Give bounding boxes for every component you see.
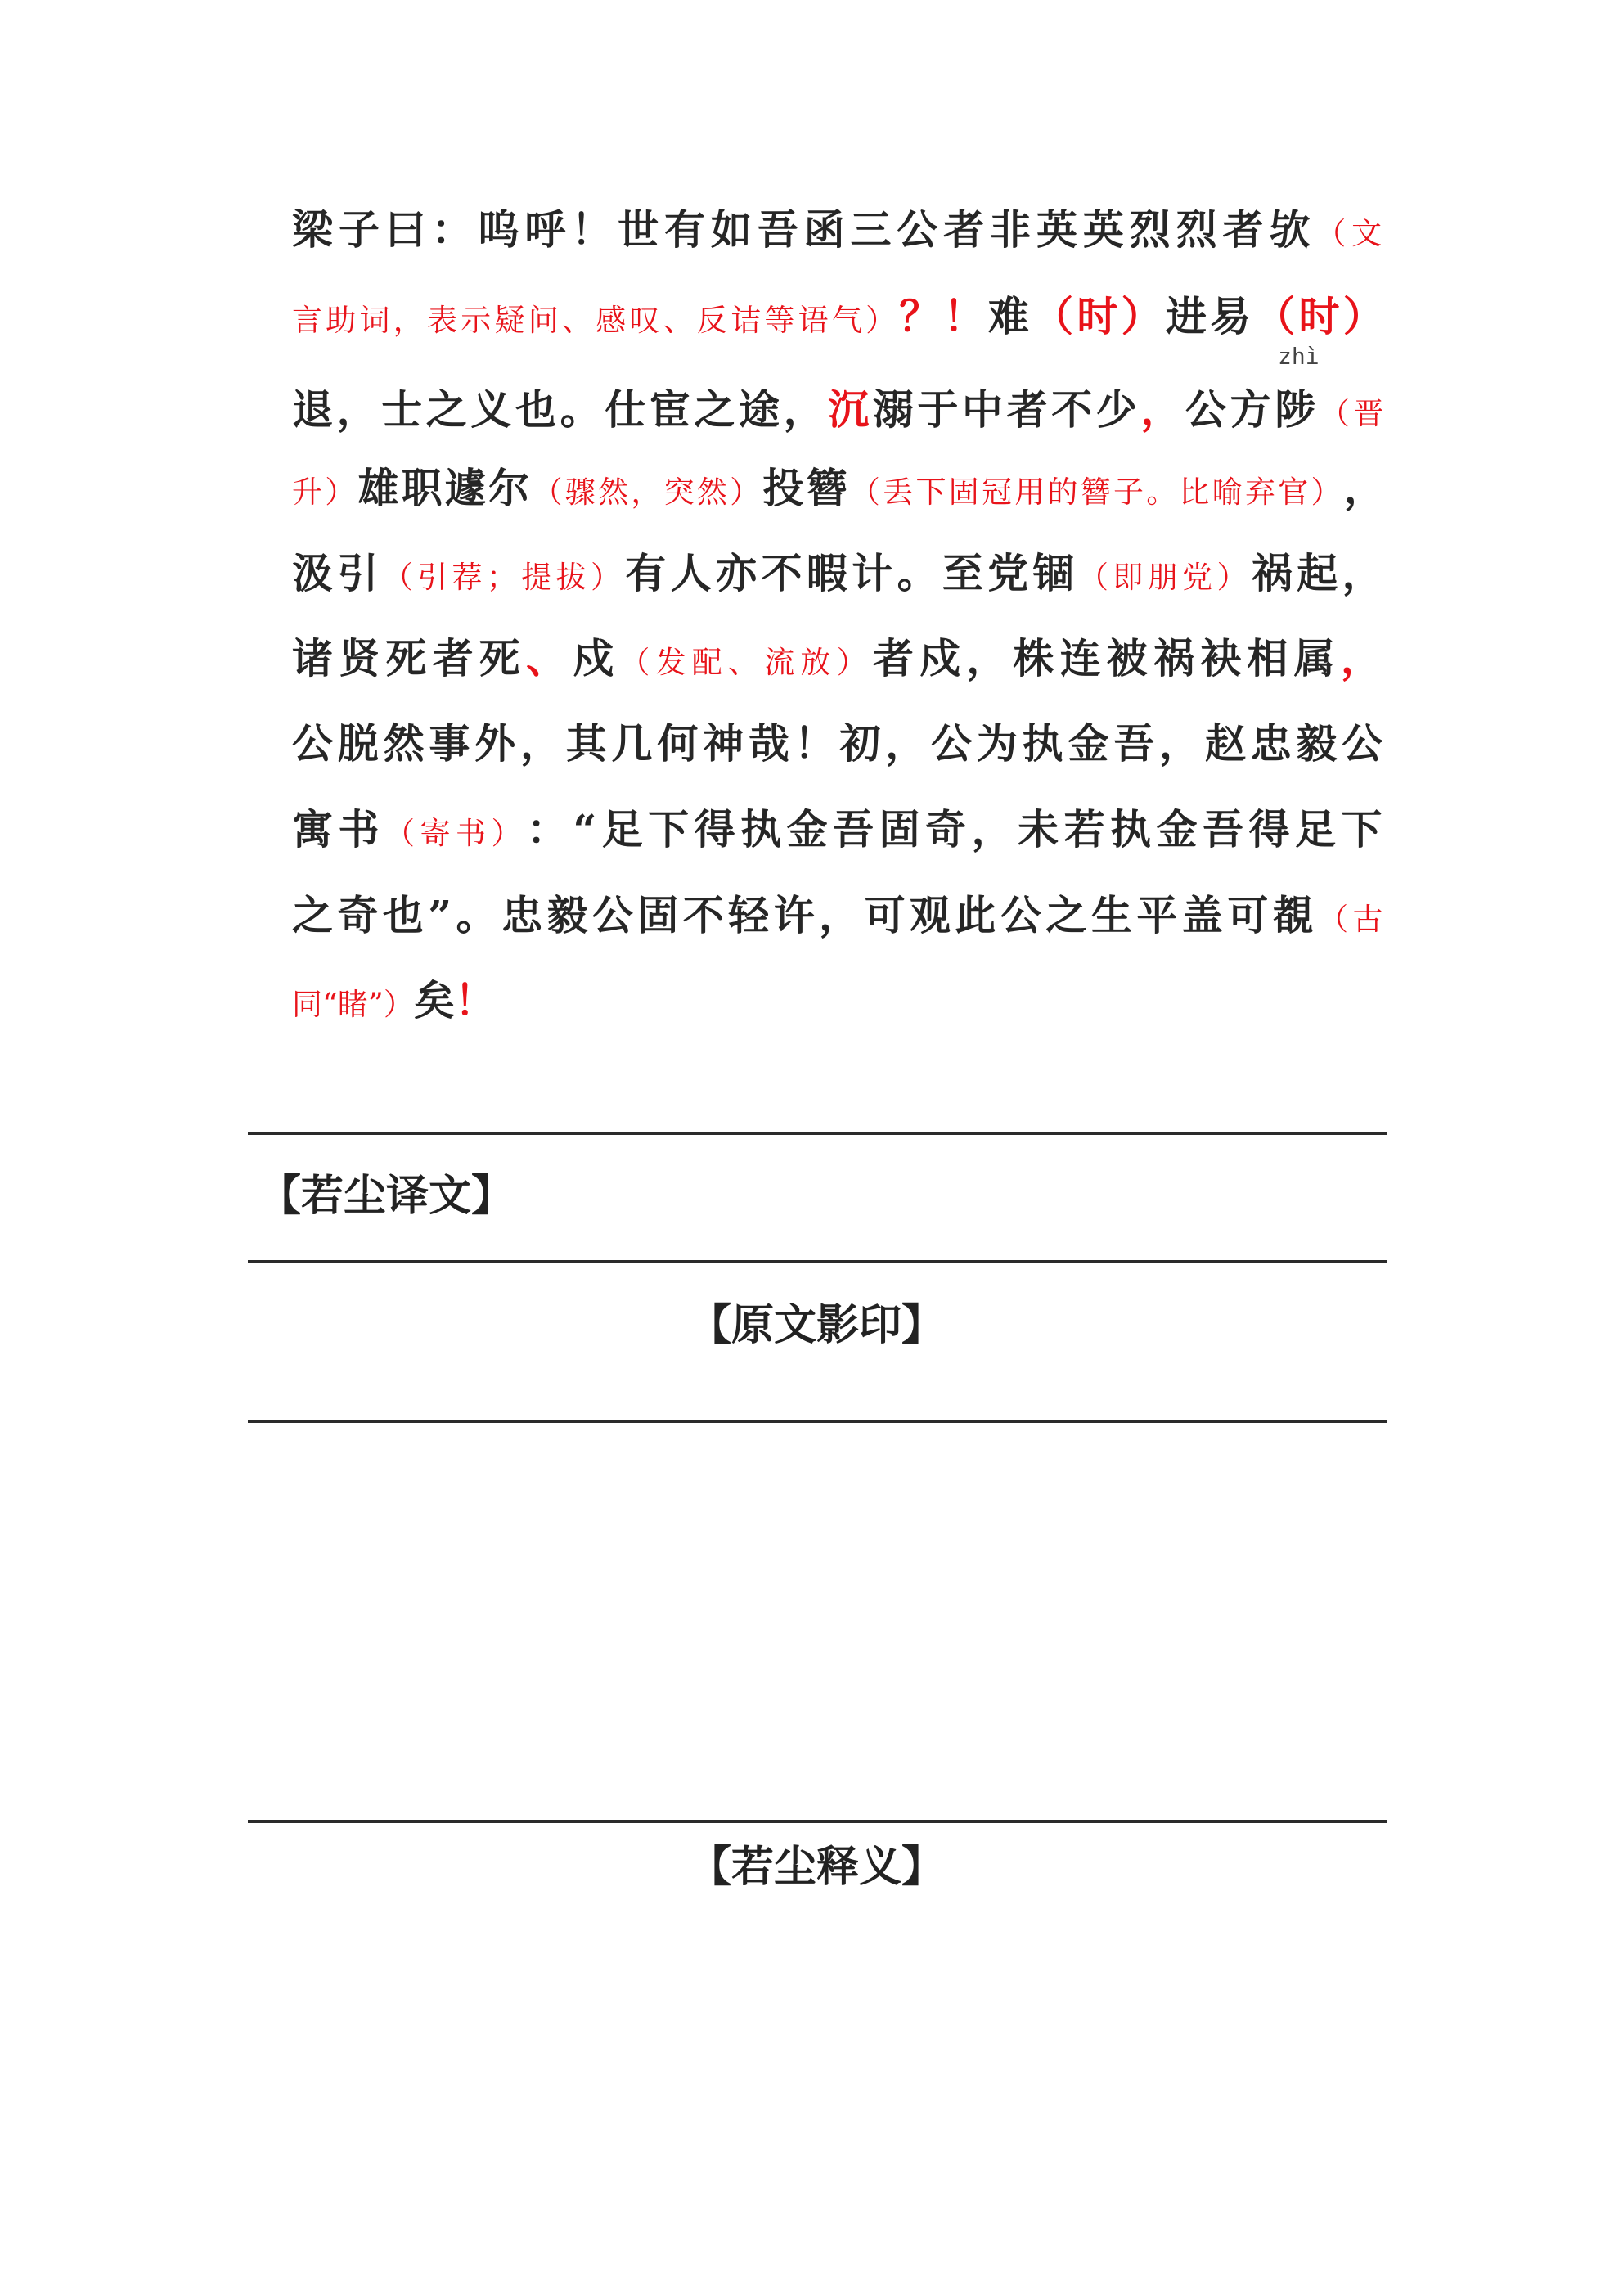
passage-line (292, 463, 1387, 514)
body-text: 雄职遽尔 (357, 464, 533, 512)
body-text: ：“足下得执金吾固奇，未若执金吾得足下 (526, 805, 1388, 853)
annotation-text: （晋 (1319, 396, 1388, 431)
body-text: 公脱然事外，其几何神哉！初，公为执金吾，赵忠毅公 (292, 719, 1387, 768)
pinyin-annotation: zhì (1278, 343, 1320, 370)
section-heading-interpretation: 【若尘释义】 (688, 1842, 944, 1892)
body-text: 祸起， (1251, 549, 1388, 597)
highlighted-text: ， (1340, 634, 1388, 682)
body-text: 诸贤死者死 (292, 634, 526, 682)
annotation-text: 同“睹”） (292, 987, 414, 1022)
body-text: 难 (987, 292, 1033, 340)
highlighted-text: （时） (1032, 292, 1166, 340)
divider (248, 1132, 1387, 1135)
divider (248, 1260, 1387, 1263)
body-text: 寓书 (292, 805, 384, 853)
body-text: 退，士之义也。仕宦之途， (292, 385, 829, 434)
body-text: 梁子曰：呜呼！世有如吾函三公者非英英烈烈者欤 (292, 205, 1316, 254)
highlighted-text: ！ (454, 976, 496, 1024)
annotation-text: （即朋党） (1078, 560, 1252, 595)
body-text: ， (1343, 464, 1388, 512)
highlighted-text: ？！ (899, 292, 988, 340)
highlighted-text: ， (1140, 385, 1186, 434)
divider (248, 1820, 1387, 1823)
body-text: 有人亦不暇计。至党锢 (625, 549, 1079, 597)
annotation-text: （古 (1318, 902, 1388, 937)
annotation-text: （发配、流放） (619, 645, 873, 680)
body-text: 戍 (573, 634, 620, 682)
body-text: 之奇也”。忠毅公固不轻许，可观此公之生平盖可覩 (292, 891, 1319, 939)
passage-line (292, 718, 1387, 769)
passage-line (292, 890, 1387, 941)
highlighted-text: 沉 (828, 385, 873, 434)
section-heading-facsimile: 【原文影印】 (688, 1300, 944, 1350)
passage-line (292, 548, 1387, 599)
passage-line (292, 804, 1387, 855)
divider (248, 1420, 1387, 1423)
annotation-text: 升） (292, 475, 358, 510)
passage-line (292, 633, 1387, 684)
passage-line (292, 385, 1387, 435)
body-text: 溺于中者不少 (872, 385, 1141, 434)
body-text: 公方陟 (1185, 385, 1320, 434)
body-text: 矣 (413, 976, 455, 1024)
body-text: 投簪 (762, 464, 850, 512)
highlighted-text: 、 (526, 634, 573, 682)
section-heading-translation: 【若尘译文】 (259, 1171, 515, 1221)
annotation-text: 言助词，表示疑问、感叹、反诘等语气） (292, 303, 900, 338)
annotation-text: （文 (1315, 216, 1387, 251)
annotation-text: （引荐；提拔） (382, 560, 626, 595)
annotation-text: （丢下固冠用的簪子。比喻弃官） (849, 475, 1344, 510)
annotation-text: （骤然，突然） (532, 475, 763, 510)
passage-line (292, 975, 1387, 1026)
highlighted-text: （时） (1254, 292, 1388, 340)
passage-line (292, 205, 1387, 255)
passage-line (292, 291, 1387, 342)
body-text: 者戍，株连被祸袂相属 (872, 634, 1341, 682)
body-text: 汲引 (292, 549, 383, 597)
body-text: 进易 (1165, 292, 1255, 340)
annotation-text: （寄书） (384, 816, 527, 851)
